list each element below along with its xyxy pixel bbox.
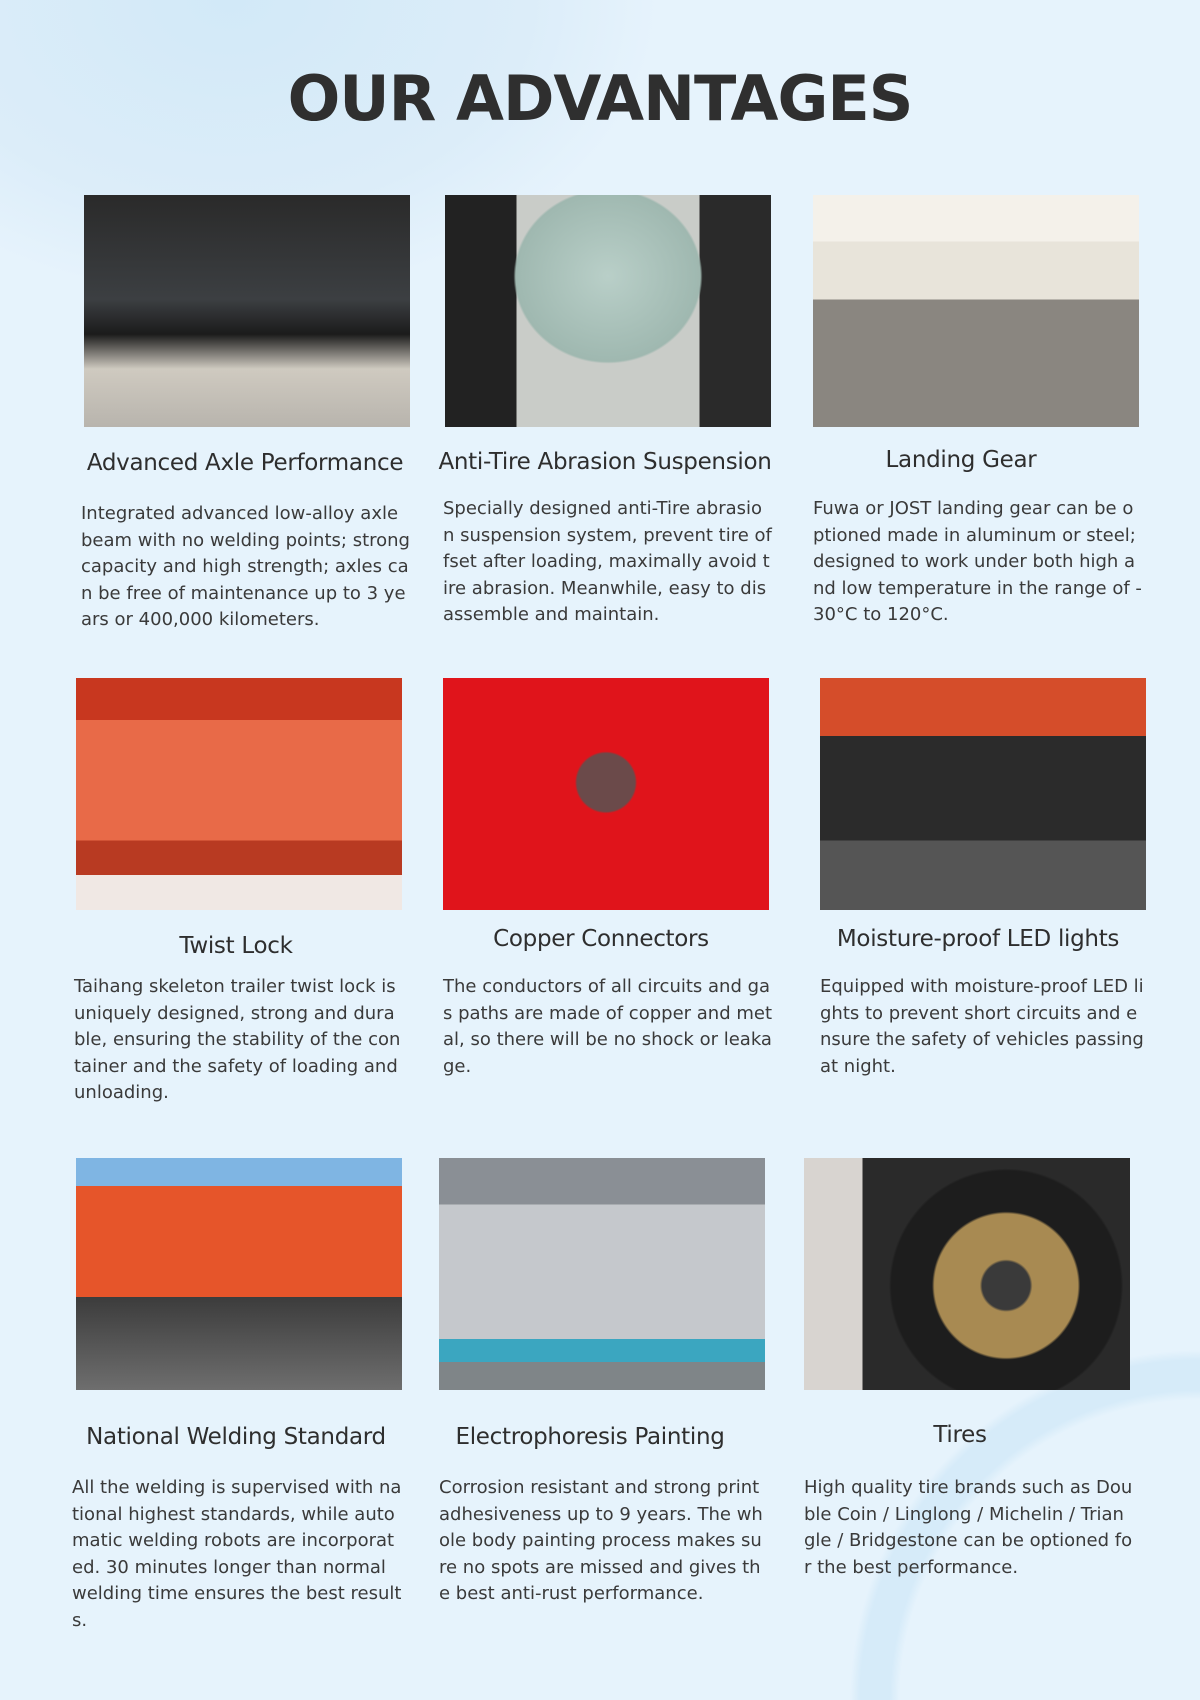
feature-text: The conductors of all circuits and gas paths are made of copper and metal, so there will be no shock or leakage. — [443, 976, 773, 1077]
feature-text: Integrated advanced low-alloy axle beam with no welding points; strong capacity and high strength; axles can be free of maintenance up to 3 years or 400,000 kilometers. — [81, 503, 410, 631]
axle-photo — [84, 195, 410, 427]
feature-heading: Advanced Axle Performance — [86, 450, 404, 476]
feature-text: Fuwa or JOST landing gear can be optioned made in aluminum or steel; designed to work under both high and low temperature in the range of -30°C to 120°C. — [813, 498, 1142, 626]
feature-heading: Electrophoresis Painting — [455, 1424, 725, 1450]
page-title: OUR ADVANTAGES — [287, 62, 913, 135]
feature-heading: Moisture-proof LED lights — [836, 926, 1120, 952]
feature-heading: National Welding Standard — [86, 1424, 386, 1450]
tire-photo — [804, 1158, 1130, 1390]
feature-heading: Twist Lock — [179, 933, 293, 959]
feature-text: Specially designed anti-Tire abrasion suspension system, prevent tire offset after loading, maximally avoid tire abrasion. Meanwhile, easy to disassemble and maintain. — [443, 498, 772, 626]
feature-heading: Landing Gear — [885, 447, 1037, 473]
feature-heading: Anti-Tire Abrasion Suspension — [438, 449, 772, 475]
painting-photo — [439, 1158, 765, 1390]
welding-photo — [76, 1158, 402, 1390]
feature-text: Equipped with moisture-proof LED lights to prevent short circuits and ensure the safety of vehicles passing at night. — [820, 976, 1144, 1077]
led-lights-photo — [820, 678, 1146, 910]
suspension-photo — [445, 195, 771, 427]
feature-heading: Copper Connectors — [493, 926, 709, 952]
feature-text: Taihang skeleton trailer twist lock is uniquely designed, strong and durable, ensuring the stability of the container and the safety of loading and unloading. — [74, 976, 401, 1104]
feature-heading: Tires — [933, 1422, 987, 1448]
feature-text: All the welding is supervised with national highest standards, while automatic welding robots are incorporated. 30 minutes longer than normal welding time ensures the best results. — [72, 1477, 402, 1631]
feature-text: High quality tire brands such as Double Coin / Linglong / Michelin / Triangle / Bridgestone can be optioned for the best performance. — [804, 1477, 1133, 1578]
twist-lock-photo — [76, 678, 402, 910]
copper-connectors-photo — [443, 678, 769, 910]
feature-text: Corrosion resistant and strong print adhesiveness up to 9 years. The whole body painting process makes sure no spots are missed and gives the best anti-rust performance. — [439, 1477, 763, 1605]
landing-gear-photo — [813, 195, 1139, 427]
